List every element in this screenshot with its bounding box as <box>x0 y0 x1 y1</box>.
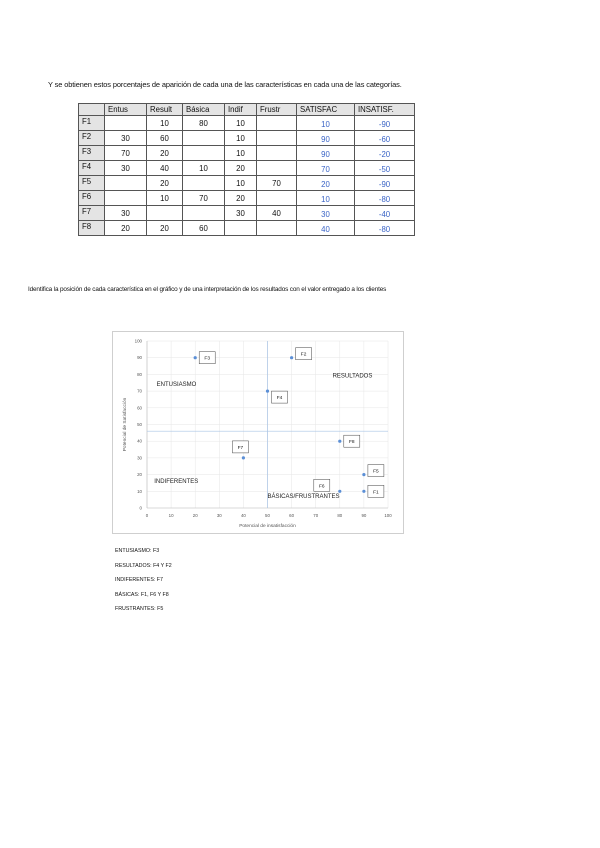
table-cell: 10 <box>147 116 183 131</box>
table-row <box>79 116 415 131</box>
table-cell <box>105 176 147 191</box>
table-cell: 10 <box>225 116 257 131</box>
table-cell: 20 <box>147 146 183 161</box>
table-cell: 10 <box>225 146 257 161</box>
table-cell: 30 <box>105 161 147 176</box>
x-tick-label: 100 <box>384 513 392 518</box>
table-cell: 70 <box>257 176 297 191</box>
summary-frustrantes: FRUSTRANTES: F5 <box>115 606 164 612</box>
point-label: F4 <box>276 396 283 402</box>
x-tick-label: 20 <box>192 513 198 518</box>
table-row-label: F1 <box>79 116 105 131</box>
data-point-f8 <box>338 440 341 443</box>
table-header-cell <box>79 104 105 116</box>
table-cell: -90 <box>355 116 415 131</box>
table-cell: 20 <box>297 176 355 191</box>
point-label: F5 <box>373 469 379 475</box>
kano-chart-svg <box>113 332 403 533</box>
x-tick-label: 60 <box>289 513 295 518</box>
data-point-f1 <box>362 490 365 493</box>
table-row <box>79 146 415 161</box>
point-label: F6 <box>318 484 325 490</box>
quadrant-label: ENTUSIASMO <box>156 382 197 389</box>
x-tick-label: 40 <box>240 513 246 518</box>
table-row-label: F2 <box>79 131 105 146</box>
quadrant-label: RESULTADOS <box>332 373 373 380</box>
table-cell: 30 <box>225 206 257 221</box>
table-header-row <box>79 104 415 116</box>
table-cell: 10 <box>297 116 355 131</box>
y-tick-label: 70 <box>137 388 142 394</box>
x-tick-label: 0 <box>145 513 149 518</box>
x-tick-label: 50 <box>265 513 270 518</box>
table-cell: 30 <box>105 131 147 146</box>
table-header-cell: SATISFAC <box>297 104 355 116</box>
intro-text: Y se obtienen estos porcentajes de aparición de cada una de las características en cada una de las categorías. <box>48 80 402 89</box>
table-cell: 10 <box>297 191 355 206</box>
summary-basicas: BÁSICAS: F1, F6 Y F8 <box>115 591 169 598</box>
table-cell: 40 <box>147 161 183 176</box>
point-label: F8 <box>348 440 355 446</box>
table-row <box>79 131 415 146</box>
table-cell: 90 <box>297 146 355 161</box>
x-tick-label: 30 <box>216 513 222 518</box>
point-label: F2 <box>300 352 307 358</box>
percentages-table-wrapper <box>78 103 415 236</box>
table-cell: 10 <box>183 161 225 176</box>
table-row-label: F7 <box>79 206 105 221</box>
table-row <box>79 221 415 236</box>
table-cell: 10 <box>225 131 257 146</box>
table-cell: -90 <box>355 176 415 191</box>
percentages-table <box>78 103 415 236</box>
table-cell <box>183 146 225 161</box>
table-cell: 20 <box>225 161 257 176</box>
table-cell: -50 <box>355 161 415 176</box>
y-tick-label: 80 <box>137 371 142 377</box>
y-tick-label: 90 <box>137 355 142 361</box>
table-header-cell: Indif <box>225 104 257 116</box>
table-cell: 70 <box>105 146 147 161</box>
table-header-cell: INSATISF. <box>355 104 415 116</box>
y-tick-label: 50 <box>137 422 142 427</box>
data-point-f4 <box>266 390 269 393</box>
table-cell: -20 <box>355 146 415 161</box>
table-cell: 20 <box>147 221 183 236</box>
data-point-f5 <box>362 473 365 476</box>
table-row-label: F6 <box>79 191 105 206</box>
instruction-text: Identifica la posición de cada característica en el gráfico y de una interpretación de los resultados con el valor entregado a los clientes <box>28 286 387 293</box>
point-label: F7 <box>237 445 244 451</box>
x-axis-label: Potencial de insatisfacción <box>239 524 296 529</box>
y-tick-label: 100 <box>134 338 142 344</box>
table-cell: 20 <box>147 176 183 191</box>
table-row-label: F8 <box>79 221 105 236</box>
data-point-f6 <box>338 490 341 493</box>
table-header-cell: Entus <box>105 104 147 116</box>
point-label: F3 <box>204 356 211 362</box>
table-cell: 60 <box>147 131 183 146</box>
table-cell: -80 <box>355 221 415 236</box>
point-label: F1 <box>373 490 379 496</box>
data-point-f2 <box>290 356 293 359</box>
table-row <box>79 206 415 221</box>
table-row <box>79 176 415 191</box>
summary-indiferentes: INDIFERENTES: F7 <box>115 577 163 583</box>
table-row-label: F3 <box>79 146 105 161</box>
table-cell: 20 <box>105 221 147 236</box>
y-tick-label: 40 <box>137 438 142 444</box>
table-cell <box>147 206 183 221</box>
x-tick-label: 80 <box>337 513 343 518</box>
table-cell: 30 <box>297 206 355 221</box>
table-header-cell: Básica <box>183 104 225 116</box>
table-cell: 40 <box>297 221 355 236</box>
x-tick-label: 90 <box>361 513 367 518</box>
table-cell: 70 <box>297 161 355 176</box>
table-row-label: F4 <box>79 161 105 176</box>
table-cell: -40 <box>355 206 415 221</box>
table-cell: 30 <box>105 206 147 221</box>
table-header-cell: Frustr <box>257 104 297 116</box>
y-axis-label: Potencial de Satisfacción <box>123 397 128 452</box>
table-cell: 90 <box>297 131 355 146</box>
table-cell: -80 <box>355 191 415 206</box>
table-row-label: F5 <box>79 176 105 191</box>
table-cell <box>225 221 257 236</box>
table-cell: 20 <box>225 191 257 206</box>
table-cell: 70 <box>183 191 225 206</box>
table-cell <box>105 116 147 131</box>
summary-list <box>115 544 172 617</box>
summary-entusiasmo: ENTUSIASMO: F3 <box>115 548 160 554</box>
data-point-f7 <box>242 456 245 459</box>
y-tick-label: 20 <box>137 472 142 478</box>
table-cell: 60 <box>183 221 225 236</box>
table-body <box>79 116 415 236</box>
table-cell: 10 <box>225 176 257 191</box>
quadrant-label: BÁSICAS/FRUSTRANTES <box>267 493 340 500</box>
table-cell <box>105 191 147 206</box>
kano-chart <box>112 331 404 534</box>
table-cell: -60 <box>355 131 415 146</box>
table-cell: 80 <box>183 116 225 131</box>
table-cell <box>257 146 297 161</box>
table-cell <box>183 131 225 146</box>
y-tick-label: 60 <box>137 405 142 411</box>
x-tick-label: 10 <box>168 513 174 518</box>
table-cell <box>257 161 297 176</box>
table-cell: 10 <box>147 191 183 206</box>
table-cell <box>257 131 297 146</box>
y-tick-label: 0 <box>139 505 142 511</box>
y-tick-label: 10 <box>137 488 142 494</box>
table-cell <box>257 116 297 131</box>
table-cell <box>257 191 297 206</box>
y-tick-label: 30 <box>137 455 142 461</box>
x-tick-label: 70 <box>313 513 319 518</box>
summary-resultados: RESULTADOS: F4 Y F2 <box>115 562 172 569</box>
table-cell <box>183 206 225 221</box>
data-point-f3 <box>194 356 197 359</box>
table-row <box>79 191 415 206</box>
table-cell: 40 <box>257 206 297 221</box>
table-header-cell: Result <box>147 104 183 116</box>
table-row <box>79 161 415 176</box>
quadrant-label: INDIFERENTES <box>154 478 199 485</box>
table-cell <box>183 176 225 191</box>
table-cell <box>257 221 297 236</box>
